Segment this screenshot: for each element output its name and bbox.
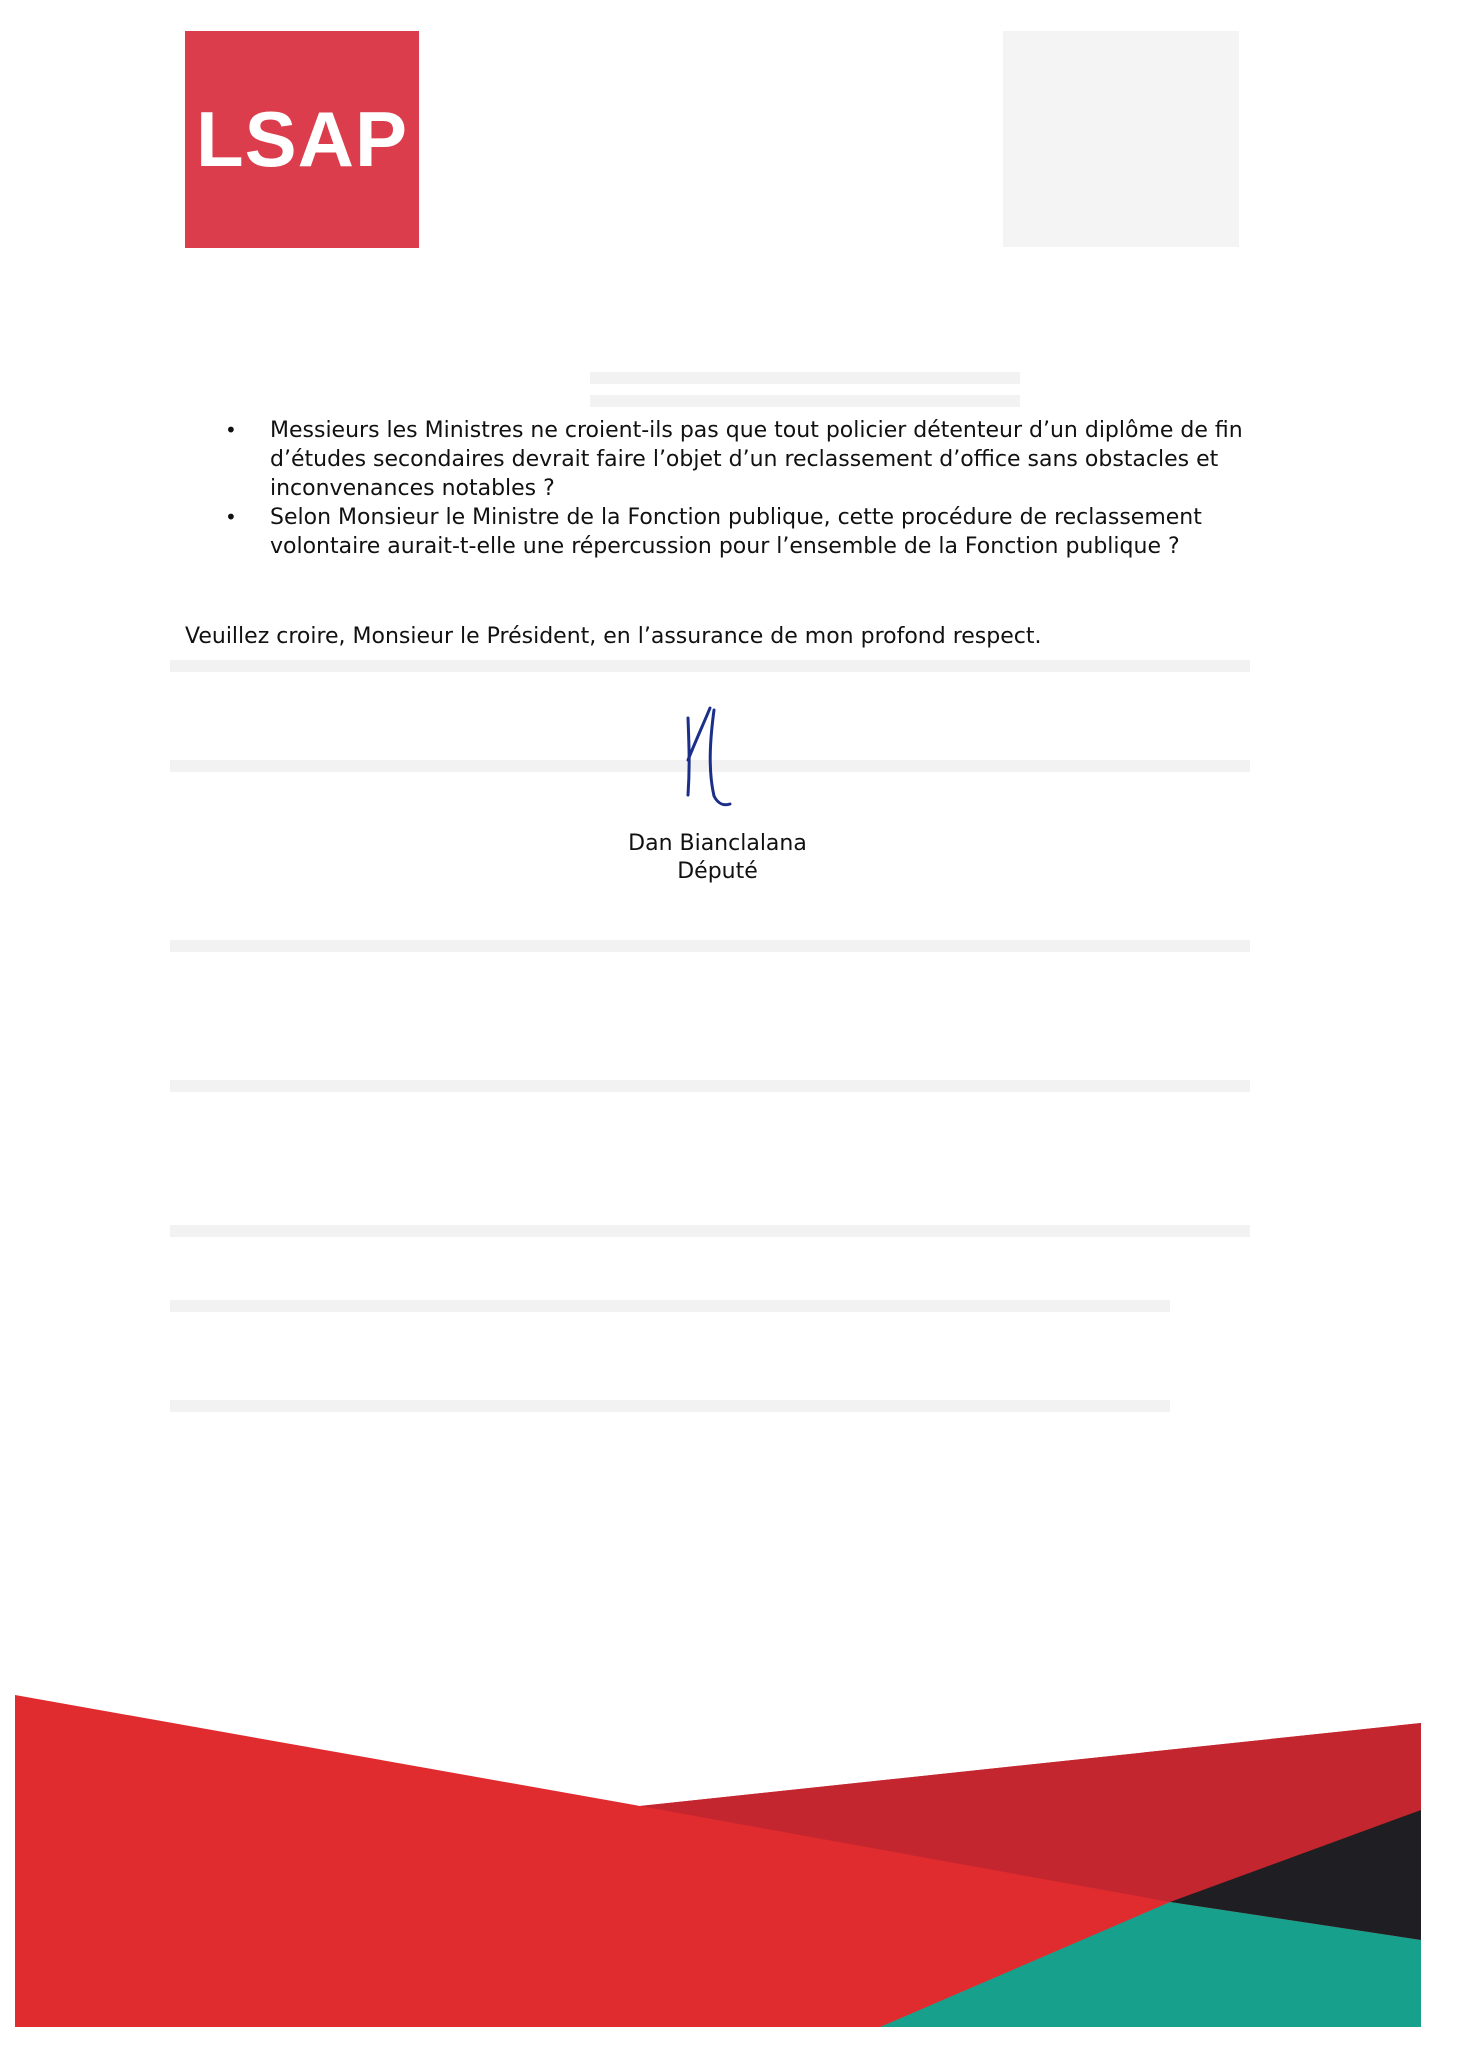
show-through-text	[170, 1400, 1170, 1412]
show-through-text	[590, 395, 1020, 407]
signer-title: Député	[677, 859, 758, 884]
question-text: Selon Monsieur le Ministre de la Fonction publique, cette procédure de reclassement volontaire aurait-t-elle une répercussion pour l’ensemble de la Fonction publique ?	[270, 505, 1202, 559]
list-item	[225, 503, 1255, 561]
closing-formula: Veuillez croire, Monsieur le Président, en l’assurance de mon profond respect.	[185, 624, 1042, 649]
bullet: •	[225, 418, 237, 442]
show-through-text	[170, 1080, 1250, 1092]
signer-block	[600, 830, 835, 886]
show-through-text	[170, 1300, 1170, 1312]
show-through-text	[170, 1225, 1250, 1237]
question-text: Messieurs les Ministres ne croient-ils pas que tout policier détenteur d’un diplôme de fin d’études secondaires devrait faire l’objet d’un reclassement d’office sans obstacles et inconvenances notables ?	[270, 418, 1243, 501]
lsap-logo	[185, 31, 419, 248]
show-through-logo	[1003, 31, 1239, 247]
bullet: •	[225, 505, 237, 529]
logo-text: LSAP	[195, 95, 409, 183]
show-through-text	[170, 660, 1250, 672]
footer-graphic	[0, 1690, 1467, 2030]
handwritten-signature	[680, 700, 740, 808]
show-through-text	[170, 940, 1250, 952]
question-list	[225, 416, 1255, 561]
show-through-text	[590, 372, 1020, 384]
list-item	[225, 416, 1255, 503]
signer-name: Dan Bianclalana	[628, 831, 807, 856]
